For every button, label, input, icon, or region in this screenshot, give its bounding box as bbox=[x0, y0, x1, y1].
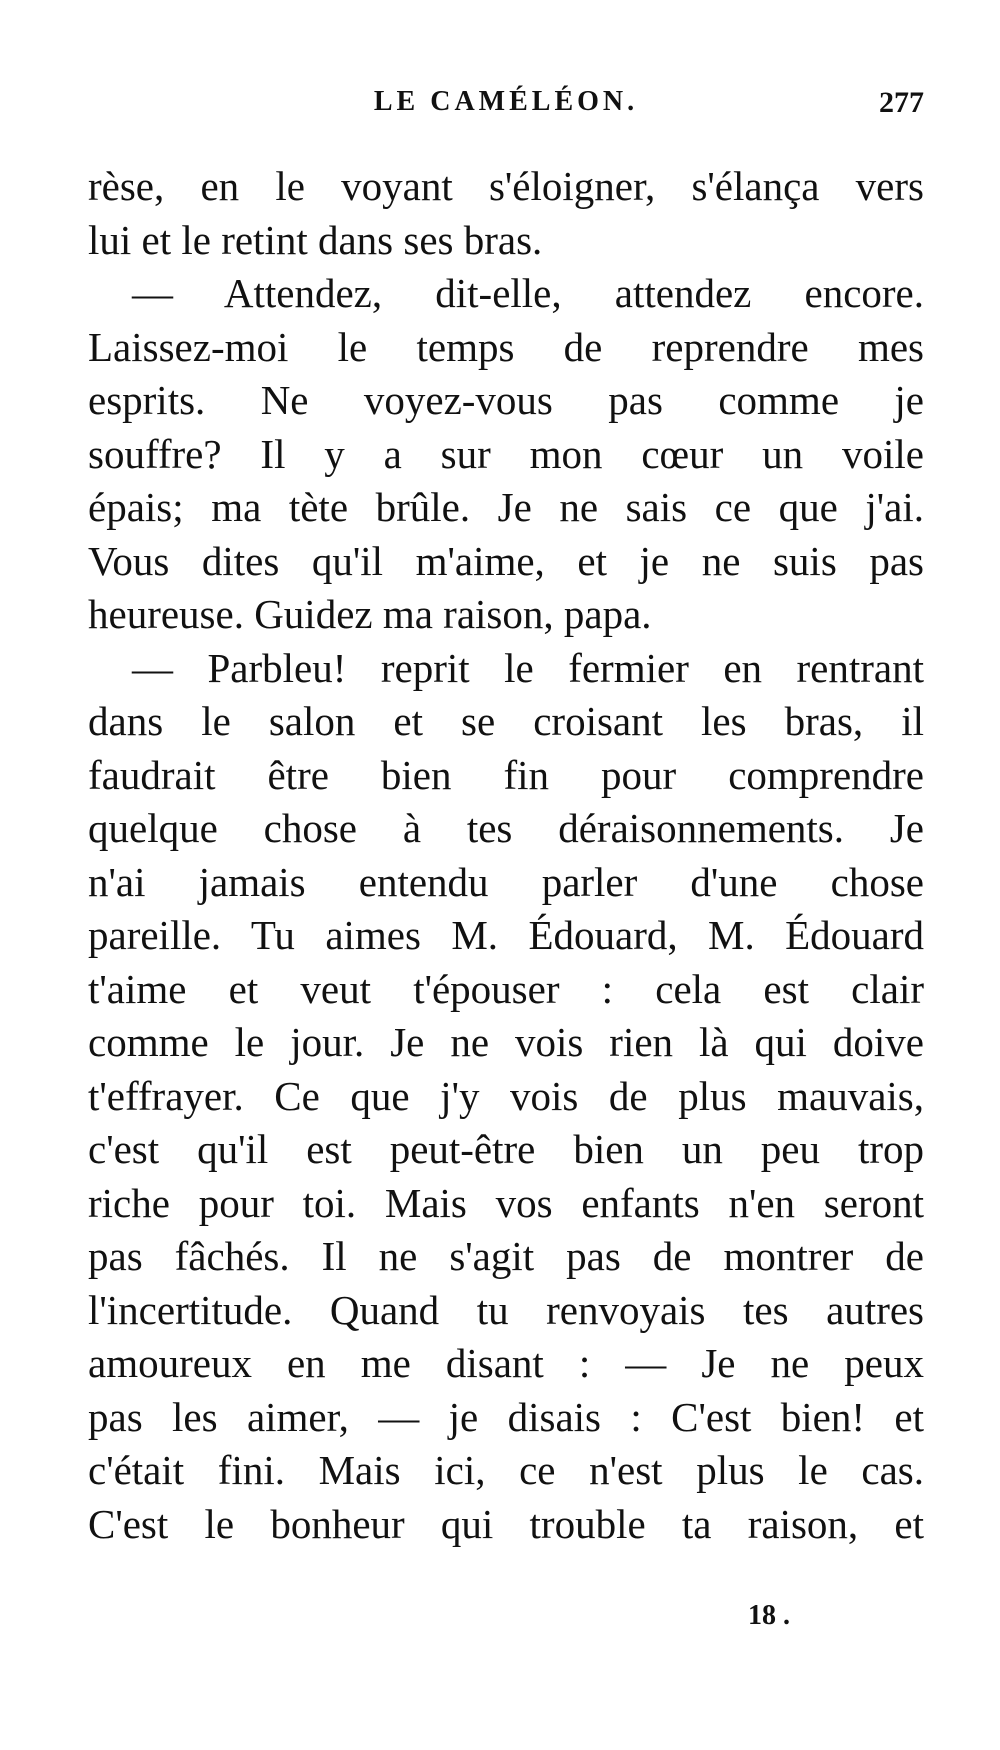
body-text bbox=[88, 160, 924, 1551]
text-line: C'est le bonheur qui trouble ta raison, et bbox=[88, 1500, 924, 1547]
text-line: — Attendez, dit-elle, attendez encore. bbox=[132, 270, 924, 316]
text-line: esprits. Ne voyez-vous pas comme je bbox=[88, 377, 924, 423]
text-line: rèse, en le voyant s'éloigner, s'élança vers bbox=[88, 163, 924, 209]
text-line: pas les aimer, — je disais : C'est bien! et bbox=[88, 1393, 924, 1440]
text-line: épais; ma tète brûle. Je ne sais ce que j'ai. bbox=[88, 484, 924, 530]
text-line: comme le jour. Je ne vois rien là qui doive bbox=[88, 1019, 924, 1065]
text-line: riche pour toi. Mais vos enfants n'en seront bbox=[88, 1179, 924, 1226]
text-line: heureuse. Guidez ma raison, papa. bbox=[88, 591, 652, 637]
running-title: LE CAMÉLÉON. bbox=[373, 86, 639, 117]
text-line: amoureux en me disant : — Je ne peux bbox=[88, 1340, 924, 1386]
text-line: t'aime et veut t'épouser : cela est clair bbox=[88, 965, 924, 1012]
text-line: Laissez-moi le temps de reprendre mes bbox=[88, 323, 924, 370]
text-line: dans le salon et se croisant les bras, il bbox=[88, 698, 924, 744]
text-line: — Parbleu! reprit le fermier en rentrant bbox=[132, 644, 924, 691]
running-head bbox=[88, 86, 924, 126]
text-line: pareille. Tu aimes M. Édouard, M. Édouard bbox=[88, 912, 924, 958]
text-line: souffre? Il y a sur mon cœur un voile bbox=[88, 430, 924, 477]
text-line: quelque chose à tes déraisonnements. Je bbox=[88, 805, 924, 851]
text-line: Vous dites qu'il m'aime, et je ne suis pas bbox=[88, 537, 924, 584]
text-line: t'effrayer. Ce que j'y vois de plus mauvais, bbox=[88, 1072, 924, 1119]
text-line: c'était fini. Mais ici, ce n'est plus le cas. bbox=[88, 1447, 924, 1493]
signature-mark: 18 . bbox=[748, 1600, 790, 1631]
text-line: pas fâchés. Il ne s'agit pas de montrer de bbox=[88, 1233, 924, 1279]
text-line: n'ai jamais entendu parler d'une chose bbox=[88, 858, 924, 905]
text-line: c'est qu'il est peut-être bien un peu trop bbox=[88, 1126, 924, 1172]
text-line: faudrait être bien fin pour comprendre bbox=[88, 751, 924, 798]
page-number: 277 bbox=[879, 86, 924, 119]
text-line: lui et le retint dans ses bras. bbox=[88, 216, 543, 263]
text-line: l'incertitude. Quand tu renvoyais tes autres bbox=[88, 1286, 924, 1333]
